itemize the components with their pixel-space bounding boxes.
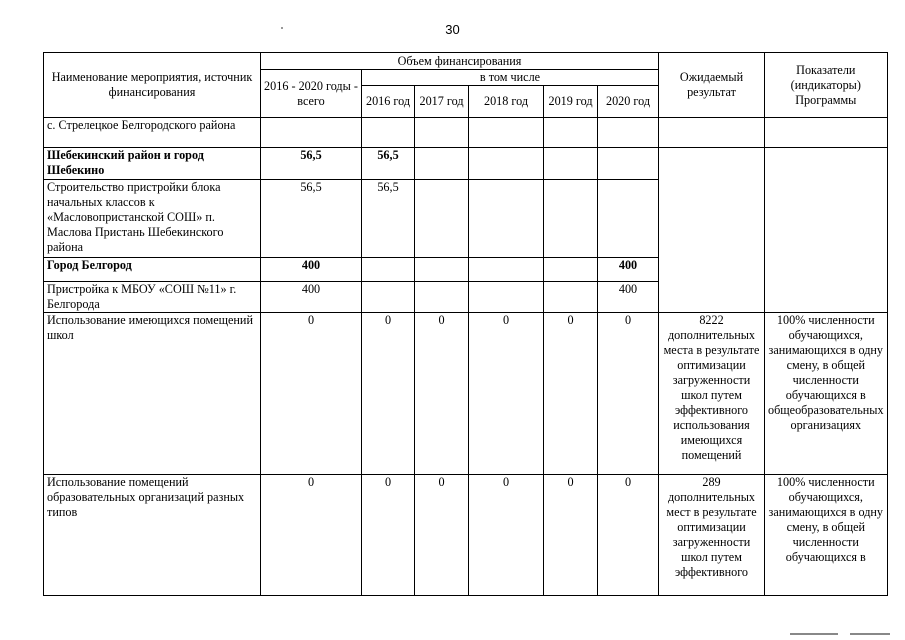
row-name: Город Белгород [44,258,261,282]
row-name: Использование имеющихся помещений школ [44,313,261,475]
row-total: 56,5 [261,148,362,180]
row-2019 [544,180,598,258]
row-2016: 0 [362,475,415,596]
row-total [261,118,362,148]
table-row [44,148,888,180]
row-2018 [469,258,544,282]
row-total: 0 [261,475,362,596]
row-indicator-empty [765,118,888,148]
row-expected-empty [659,118,765,148]
row-2016: 56,5 [362,148,415,180]
row-2018 [469,148,544,180]
row-2017 [415,180,469,258]
table-row [44,475,888,596]
merged-indicator-empty [765,148,888,313]
row-2016: 0 [362,313,415,475]
header-name: Наименование мероприятия, источник финансирования [44,53,261,118]
row-indicator [765,475,888,596]
header-expected: Ожидаемый результат [659,53,765,118]
row-2020: 400 [598,282,659,313]
row-name: Строительство пристройки блока начальных классов к «Масловопристанской СОШ» п. Маслова Пристань Шебекинского района [44,180,261,258]
header-funding: Объем финансирования [261,53,659,70]
row-expected [659,475,765,596]
header-year-2018: 2018 год [469,86,544,118]
row-name: Использование помещений образовательных организаций разных типов [44,475,261,596]
row-2019 [544,258,598,282]
row-2020: 0 [598,313,659,475]
row-2017: 0 [415,313,469,475]
row-2020: 0 [598,475,659,596]
page-number: 30 [445,22,460,37]
row-indicator: 100% численности обучающихся, занимающихся в одну смену, в общей численности обучающихся в общеобразовательных организациях [765,313,888,475]
row-2018: 0 [469,313,544,475]
table-row [44,313,888,475]
header-year-2016: 2016 год [362,86,415,118]
table-row [44,118,888,148]
row-name: с. Стрелецкое Белгородского района [44,118,261,148]
row-2017 [415,148,469,180]
row-total: 0 [261,313,362,475]
row-2019: 0 [544,475,598,596]
row-2016 [362,282,415,313]
footer-line [790,633,838,635]
row-name: Пристройка к МБОУ «СОШ №11» г. Белгорода [44,282,261,313]
row-2017 [415,118,469,148]
row-2016 [362,118,415,148]
row-2018 [469,282,544,313]
row-2017: 0 [415,475,469,596]
row-2019: 0 [544,313,598,475]
header-including: в том числе [362,70,659,86]
row-expected-text: 289 дополнительных мест в результате оптимизации загруженности школ путем эффективного [666,475,757,579]
row-name: Шебекинский район и город Шебекино [44,148,261,180]
footer-line [850,633,890,635]
row-2019 [544,118,598,148]
row-2019 [544,282,598,313]
row-2018 [469,118,544,148]
row-indicator-text: 100% численности обучающихся, занимающихся в одну смену, в общей численности обучающихся в [768,475,884,564]
row-2019 [544,148,598,180]
header-total: 2016 - 2020 годы - всего [261,70,362,118]
row-total: 400 [261,282,362,313]
header-year-2019: 2019 год [544,86,598,118]
row-2017 [415,258,469,282]
row-total: 400 [261,258,362,282]
scan-speck [281,27,283,29]
header-indicators: Показатели (индикаторы) Программы [765,53,888,118]
financing-table [43,52,888,596]
row-2016 [362,258,415,282]
row-2020: 400 [598,258,659,282]
row-2018 [469,180,544,258]
row-2020 [598,180,659,258]
row-2017 [415,282,469,313]
header-year-2020: 2020 год [598,86,659,118]
header-year-2017: 2017 год [415,86,469,118]
row-total: 56,5 [261,180,362,258]
row-expected: 8222 дополнительных места в результате оптимизации загруженности школ путем эффективного использования имеющихся помещений [659,313,765,475]
merged-expected-empty [659,148,765,313]
row-2020 [598,148,659,180]
row-2020 [598,118,659,148]
row-2018: 0 [469,475,544,596]
row-2016: 56,5 [362,180,415,258]
